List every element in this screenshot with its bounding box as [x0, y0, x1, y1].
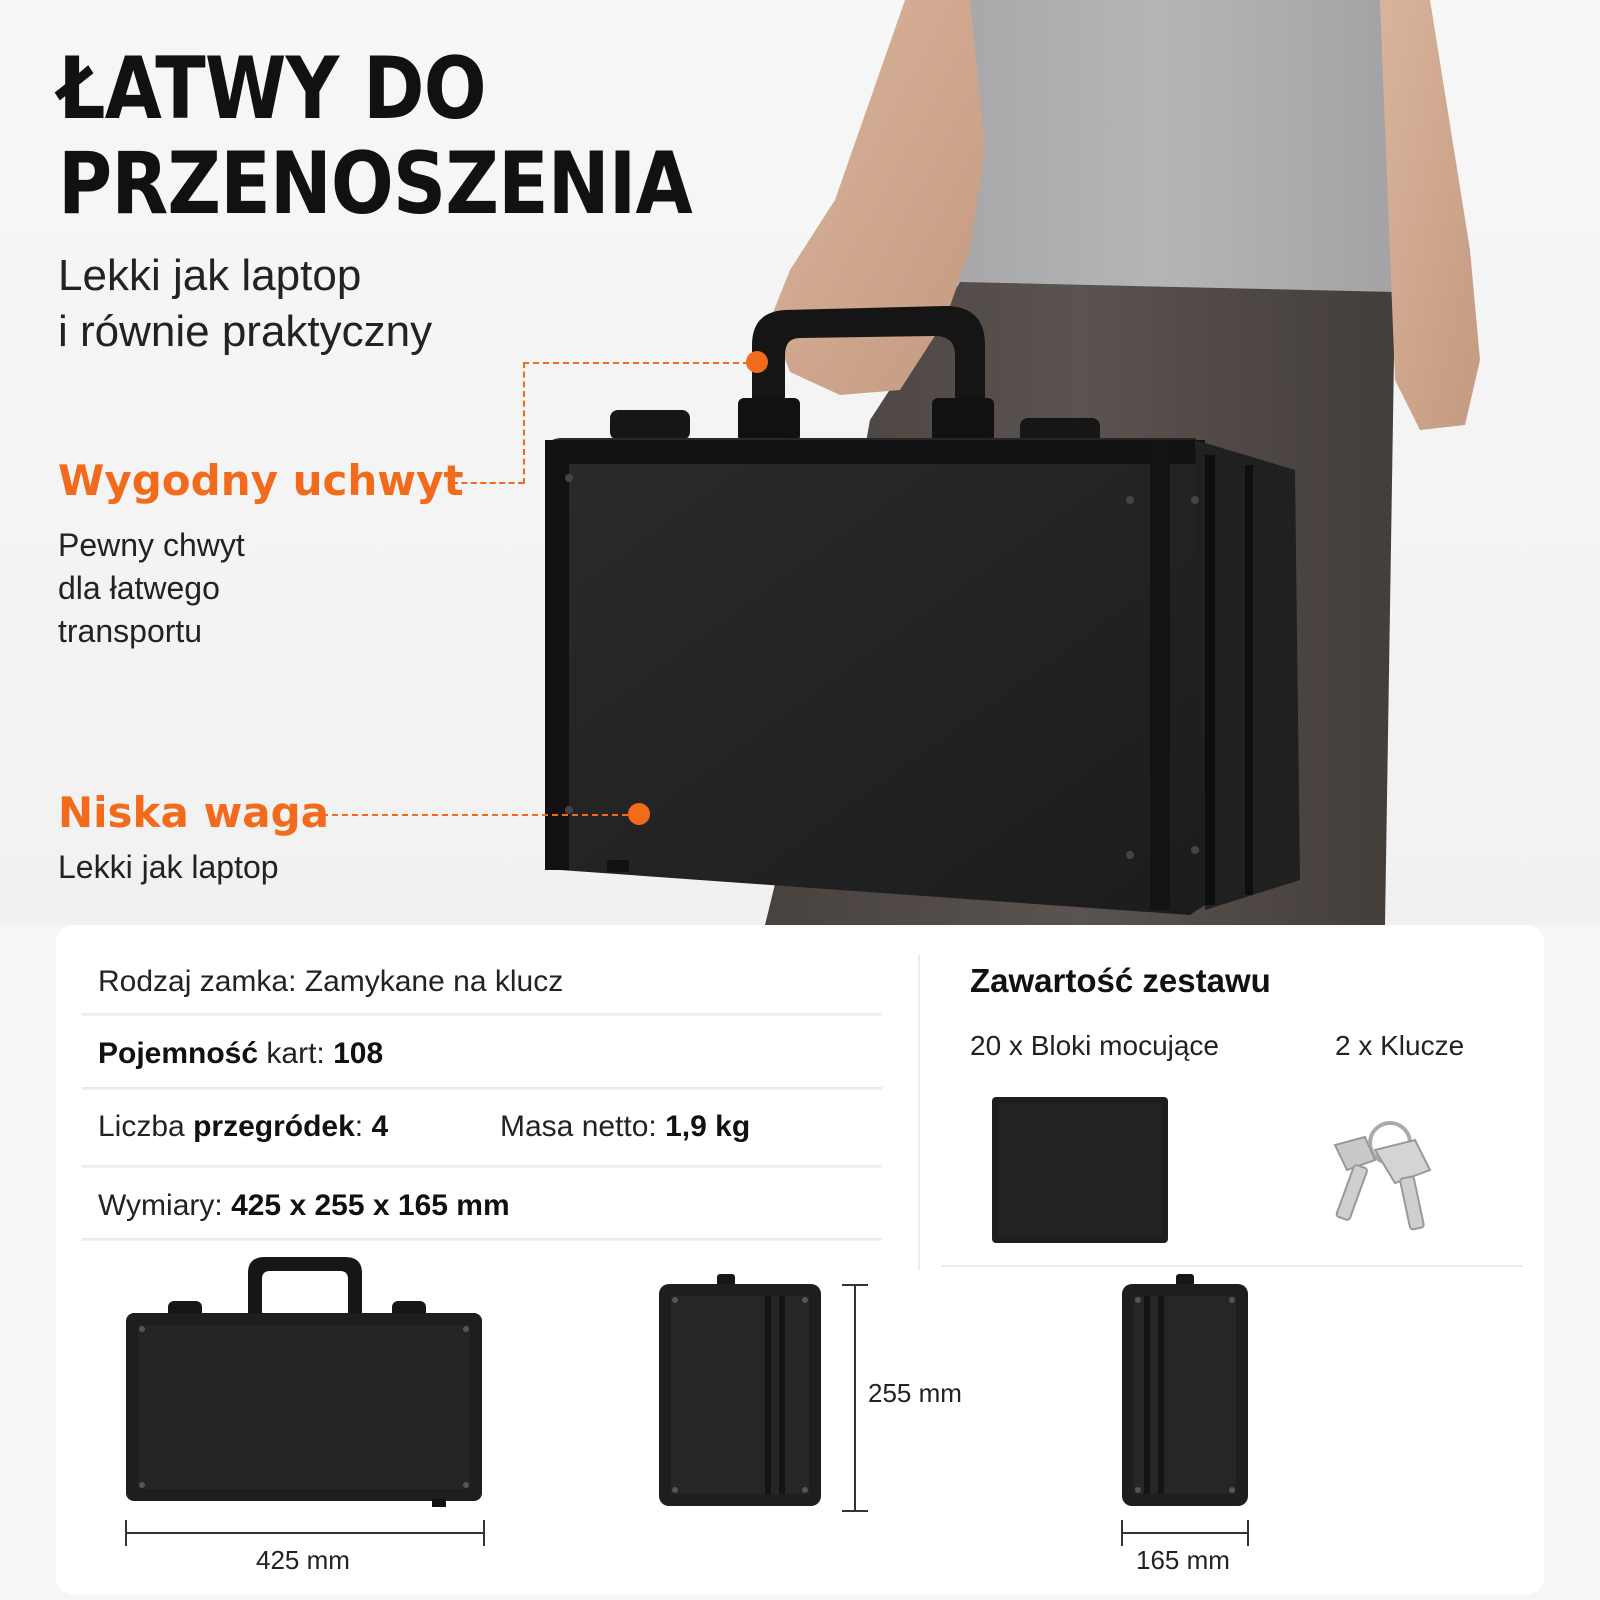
subheadline	[58, 248, 432, 360]
feature-weight-title: Niska waga	[58, 788, 329, 837]
spec-divider	[82, 1087, 882, 1090]
handle-callout-line	[523, 362, 525, 484]
headline	[58, 39, 692, 234]
spec-lock-value: Zamykane na klucz	[304, 965, 564, 998]
weight-callout-line	[322, 814, 628, 816]
dim-tick	[483, 1520, 485, 1546]
handle-callout-dot	[746, 351, 768, 373]
keys-icon	[1305, 1115, 1455, 1245]
kit-item-blocks: 20 x Bloki mocujące	[970, 1030, 1220, 1061]
dim-depth-line	[1122, 1532, 1248, 1534]
feature-handle-text	[58, 524, 245, 653]
feature-handle-line: transportu	[58, 613, 203, 649]
headline-line-2: PRZENOSZENIA	[58, 134, 692, 234]
dim-tick	[842, 1510, 868, 1512]
spec-lock	[98, 965, 563, 999]
feature-weight-line: Lekki jak laptop	[58, 849, 279, 885]
spec-dimensions	[98, 1189, 510, 1223]
case-end-view	[1118, 1270, 1252, 1510]
spec-weight-value: 1,9 kg	[665, 1110, 751, 1143]
kit-title: Zawartość zestawu	[970, 962, 1271, 999]
dim-height-label: 255 mm	[868, 1378, 962, 1408]
feature-handle-line: Pewny chwyt	[58, 527, 245, 563]
dim-height-line	[854, 1285, 856, 1511]
weight-callout-dot	[628, 803, 650, 825]
spec-capacity	[98, 1037, 383, 1071]
kit-divider	[942, 1265, 1522, 1267]
kit-item-keys: 2 x Klucze	[1335, 1030, 1465, 1061]
spec-divider	[82, 1013, 882, 1016]
spec-capacity-value: 108	[333, 1037, 384, 1070]
handle-callout-line	[523, 362, 749, 364]
feature-handle-title: Wygodny uchwyt	[58, 456, 464, 505]
handle-callout-line	[452, 482, 524, 484]
spec-divider	[82, 1238, 882, 1241]
feature-weight-text	[58, 846, 279, 889]
spec-compartments-value: 4	[371, 1110, 389, 1143]
spec-lock-label: Rodzaj zamka:	[98, 965, 305, 998]
case-side-view	[655, 1270, 825, 1510]
subheadline-line-1: Lekki jak laptop	[58, 251, 362, 300]
spec-capacity-label: kart:	[258, 1037, 334, 1070]
dim-tick	[1247, 1520, 1249, 1546]
dim-length-line	[126, 1532, 484, 1534]
headline-line-1: ŁATWY DO	[58, 39, 486, 139]
spec-weight	[500, 1110, 750, 1144]
feature-handle-line: dla łatwego	[58, 570, 220, 606]
spec-capacity-label-bold: Pojemność	[98, 1037, 259, 1070]
spec-compartments-sep: :	[354, 1110, 372, 1143]
spec-divider	[82, 1165, 882, 1168]
case-front-view	[120, 1255, 490, 1510]
spec-compartments-label-bold: przegródek	[193, 1110, 355, 1143]
foam-block-icon	[990, 1095, 1170, 1245]
spec-dimensions-value: 425 x 255 x 165 mm	[231, 1189, 510, 1222]
spec-compartments	[98, 1110, 388, 1144]
column-divider	[918, 955, 920, 1270]
spec-compartments-label: Liczba	[98, 1110, 194, 1143]
spec-dimensions-label: Wymiary:	[98, 1189, 232, 1222]
dim-depth-label: 165 mm	[1136, 1545, 1230, 1575]
subheadline-line-2: i równie praktyczny	[58, 307, 433, 356]
spec-weight-label: Masa netto:	[500, 1110, 666, 1143]
dim-length-label: 425 mm	[256, 1545, 350, 1575]
